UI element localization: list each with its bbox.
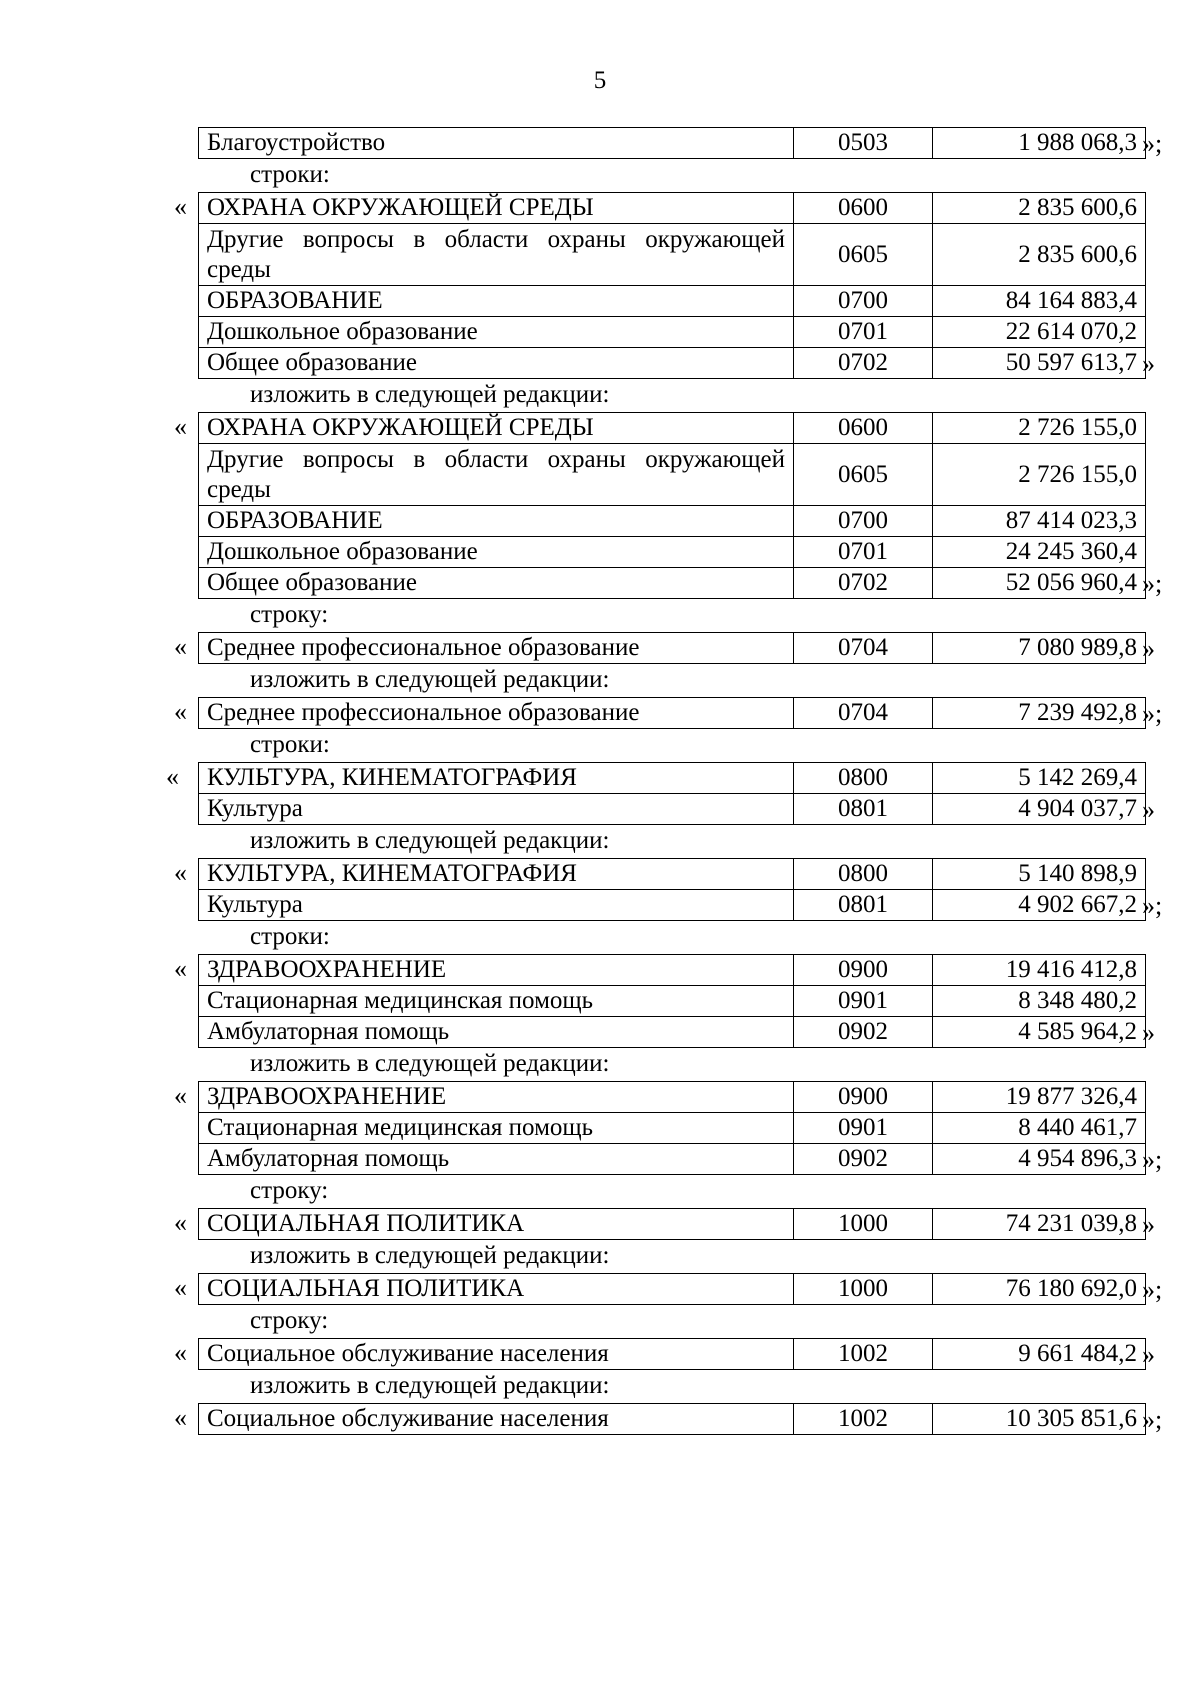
table-row <box>199 1404 1146 1435</box>
section-name-cell: ЗДРАВООХРАНЕНИЕ <box>199 955 794 986</box>
table-row <box>199 224 1146 286</box>
section-code-cell: 1002 <box>794 1339 933 1370</box>
instruction-phrase: строку: <box>250 1307 329 1334</box>
budget-table <box>198 697 1146 729</box>
instruction-phrase: строки: <box>250 923 330 950</box>
amount-cell: 10 305 851,6 <box>933 1404 1146 1435</box>
section-code-cell: 0600 <box>794 193 933 224</box>
budget-table-block <box>0 954 1200 1047</box>
amount-cell: 5 140 898,9 <box>933 859 1146 890</box>
amount-cell: 2 835 600,6 <box>933 224 1146 286</box>
amount-cell: 7 080 989,8 <box>933 633 1146 664</box>
page-number: 5 <box>593 67 607 94</box>
section-name-cell: СОЦИАЛЬНАЯ ПОЛИТИКА <box>199 1209 794 1240</box>
section-code-cell: 1000 <box>794 1209 933 1240</box>
table-row <box>199 128 1146 159</box>
section-code-cell: 0902 <box>794 1017 933 1048</box>
amount-cell: 2 726 155,0 <box>933 413 1146 444</box>
table-row <box>199 859 1146 890</box>
table-row <box>199 537 1146 568</box>
section-code-cell: 0503 <box>794 128 933 159</box>
section-code-cell: 0701 <box>794 537 933 568</box>
table-row <box>199 890 1146 921</box>
budget-table <box>198 1403 1146 1435</box>
budget-table-block <box>0 697 1200 728</box>
opening-quote: « <box>174 697 187 726</box>
section-name-cell: СОЦИАЛЬНАЯ ПОЛИТИКА <box>199 1274 794 1305</box>
section-code-cell: 0901 <box>794 1113 933 1144</box>
amount-cell: 4 585 964,2 <box>933 1017 1146 1048</box>
section-code-cell: 0901 <box>794 986 933 1017</box>
amount-cell: 4 954 896,3 <box>933 1144 1146 1175</box>
instruction-phrase: изложить в следующей редакции: <box>250 381 610 408</box>
opening-quote: « <box>174 1208 187 1237</box>
opening-quote: « <box>174 192 187 221</box>
section-name-cell: Амбулаторная помощь <box>199 1017 794 1048</box>
table-row <box>199 1017 1146 1048</box>
closing-quote: » <box>1142 1340 1155 1369</box>
opening-quote: « <box>174 954 187 983</box>
section-name-cell: ЗДРАВООХРАНЕНИЕ <box>199 1082 794 1113</box>
table-row <box>199 1144 1146 1175</box>
table-row <box>199 955 1146 986</box>
table-row <box>199 763 1146 794</box>
amount-cell: 9 661 484,2 <box>933 1339 1146 1370</box>
section-code-cell: 0800 <box>794 859 933 890</box>
closing-quote: » <box>1142 795 1155 824</box>
budget-table-block <box>0 1338 1200 1369</box>
amount-cell: 1 988 068,3 <box>933 128 1146 159</box>
amount-cell: 19 416 412,8 <box>933 955 1146 986</box>
section-code-cell: 0801 <box>794 794 933 825</box>
table-row <box>199 1339 1146 1370</box>
section-code-cell: 0702 <box>794 568 933 599</box>
budget-table-block <box>0 762 1200 824</box>
closing-quote: » <box>1142 1018 1155 1047</box>
section-name-cell: Среднее профессиональное образование <box>199 633 794 664</box>
budget-table-block <box>0 1273 1200 1304</box>
amount-cell: 4 902 667,2 <box>933 890 1146 921</box>
closing-quote: » <box>1142 349 1155 378</box>
table-row <box>199 1113 1146 1144</box>
section-name-cell: ОБРАЗОВАНИЕ <box>199 286 794 317</box>
budget-table <box>198 632 1146 664</box>
opening-quote: « <box>174 1403 187 1432</box>
budget-table <box>198 192 1146 379</box>
section-code-cell: 0801 <box>794 890 933 921</box>
instruction-phrase: изложить в следующей редакции: <box>250 827 610 854</box>
amount-cell: 5 142 269,4 <box>933 763 1146 794</box>
closing-quote: »; <box>1142 1145 1163 1174</box>
instruction-phrase: строку: <box>250 601 329 628</box>
opening-quote: « <box>174 412 187 441</box>
budget-table <box>198 762 1146 825</box>
section-code-cell: 0605 <box>794 224 933 286</box>
table-row <box>199 986 1146 1017</box>
closing-quote: »; <box>1142 569 1163 598</box>
table-row <box>199 286 1146 317</box>
table-row <box>199 506 1146 537</box>
amount-cell: 2 835 600,6 <box>933 193 1146 224</box>
budget-table <box>198 1338 1146 1370</box>
amount-cell: 22 614 070,2 <box>933 317 1146 348</box>
table-row <box>199 633 1146 664</box>
section-code-cell: 0900 <box>794 955 933 986</box>
table-row <box>199 444 1146 506</box>
section-code-cell: 0700 <box>794 506 933 537</box>
budget-table-block <box>0 1403 1200 1434</box>
table-row <box>199 413 1146 444</box>
opening-quote: « <box>174 1081 187 1110</box>
section-name-cell: КУЛЬТУРА, КИНЕМАТОГРАФИЯ <box>199 859 794 890</box>
section-name-cell: Культура <box>199 890 794 921</box>
amount-cell: 8 440 461,7 <box>933 1113 1146 1144</box>
table-row <box>199 193 1146 224</box>
section-name-cell: Дошкольное образование <box>199 537 794 568</box>
budget-table-block <box>0 858 1200 920</box>
section-code-cell: 0800 <box>794 763 933 794</box>
amount-cell: 50 597 613,7 <box>933 348 1146 379</box>
table-row <box>199 568 1146 599</box>
instruction-phrase: строки: <box>250 731 330 758</box>
budget-table <box>198 1273 1146 1305</box>
amount-cell: 52 056 960,4 <box>933 568 1146 599</box>
section-code-cell: 0600 <box>794 413 933 444</box>
instruction-phrase: изложить в следующей редакции: <box>250 666 610 693</box>
instruction-phrase: строки: <box>250 161 330 188</box>
table-row <box>199 1082 1146 1113</box>
opening-quote: « <box>174 1338 187 1367</box>
section-code-cell: 0700 <box>794 286 933 317</box>
section-code-cell: 0704 <box>794 633 933 664</box>
budget-table <box>198 954 1146 1048</box>
instruction-phrase: изложить в следующей редакции: <box>250 1372 610 1399</box>
section-name-cell: ОХРАНА ОКРУЖАЮЩЕЙ СРЕДЫ <box>199 413 794 444</box>
budget-table-block <box>0 412 1200 598</box>
closing-quote: »; <box>1142 1405 1163 1434</box>
section-name-cell: Общее образование <box>199 568 794 599</box>
opening-quote: « <box>166 762 179 791</box>
budget-table <box>198 1081 1146 1175</box>
budget-table <box>198 127 1146 159</box>
section-name-cell: Общее образование <box>199 348 794 379</box>
opening-quote: « <box>174 1273 187 1302</box>
amount-cell: 7 239 492,8 <box>933 698 1146 729</box>
budget-table <box>198 1208 1146 1240</box>
section-code-cell: 1002 <box>794 1404 933 1435</box>
amount-cell: 84 164 883,4 <box>933 286 1146 317</box>
instruction-phrase: строку: <box>250 1177 329 1204</box>
section-code-cell: 0701 <box>794 317 933 348</box>
amount-cell: 74 231 039,8 <box>933 1209 1146 1240</box>
budget-table-block <box>0 632 1200 663</box>
budget-table-block <box>0 192 1200 378</box>
section-name-cell: Амбулаторная помощь <box>199 1144 794 1175</box>
amount-cell: 24 245 360,4 <box>933 537 1146 568</box>
section-code-cell: 0702 <box>794 348 933 379</box>
table-row <box>199 1209 1146 1240</box>
section-name-cell: Среднее профессиональное образование <box>199 698 794 729</box>
table-row <box>199 698 1146 729</box>
budget-table-block <box>0 1081 1200 1174</box>
section-name-cell: Социальное обслуживание населения <box>199 1339 794 1370</box>
section-name-cell: Культура <box>199 794 794 825</box>
section-name-cell: КУЛЬТУРА, КИНЕМАТОГРАФИЯ <box>199 763 794 794</box>
closing-quote: »; <box>1142 891 1163 920</box>
section-code-cell: 0900 <box>794 1082 933 1113</box>
amount-cell: 8 348 480,2 <box>933 986 1146 1017</box>
amount-cell: 87 414 023,3 <box>933 506 1146 537</box>
section-name-cell: Другие вопросы в области охраны окружающей среды <box>199 444 794 506</box>
opening-quote: « <box>174 858 187 887</box>
table-row <box>199 317 1146 348</box>
section-name-cell: Дошкольное образование <box>199 317 794 348</box>
table-row <box>199 1274 1146 1305</box>
amount-cell: 4 904 037,7 <box>933 794 1146 825</box>
table-row <box>199 794 1146 825</box>
instruction-phrase: изложить в следующей редакции: <box>250 1050 610 1077</box>
opening-quote: « <box>174 632 187 661</box>
section-name-cell: ОХРАНА ОКРУЖАЮЩЕЙ СРЕДЫ <box>199 193 794 224</box>
amount-cell: 2 726 155,0 <box>933 444 1146 506</box>
amount-cell: 19 877 326,4 <box>933 1082 1146 1113</box>
closing-quote: » <box>1142 1210 1155 1239</box>
section-name-cell: Другие вопросы в области охраны окружающей среды <box>199 224 794 286</box>
amount-cell: 76 180 692,0 <box>933 1274 1146 1305</box>
section-name-cell: Стационарная медицинская помощь <box>199 986 794 1017</box>
table-row <box>199 348 1146 379</box>
budget-table-block <box>0 1208 1200 1239</box>
section-code-cell: 0704 <box>794 698 933 729</box>
section-code-cell: 0605 <box>794 444 933 506</box>
section-code-cell: 1000 <box>794 1274 933 1305</box>
section-code-cell: 0902 <box>794 1144 933 1175</box>
budget-table <box>198 858 1146 921</box>
instruction-phrase: изложить в следующей редакции: <box>250 1242 610 1269</box>
section-name-cell: Социальное обслуживание населения <box>199 1404 794 1435</box>
budget-table-block <box>0 127 1200 158</box>
section-name-cell: ОБРАЗОВАНИЕ <box>199 506 794 537</box>
budget-table <box>198 412 1146 599</box>
section-name-cell: Благоустройство <box>199 128 794 159</box>
closing-quote: »; <box>1142 1275 1163 1304</box>
closing-quote: »; <box>1142 699 1163 728</box>
closing-quote: » <box>1142 634 1155 663</box>
section-name-cell: Стационарная медицинская помощь <box>199 1113 794 1144</box>
closing-quote: »; <box>1142 129 1163 158</box>
